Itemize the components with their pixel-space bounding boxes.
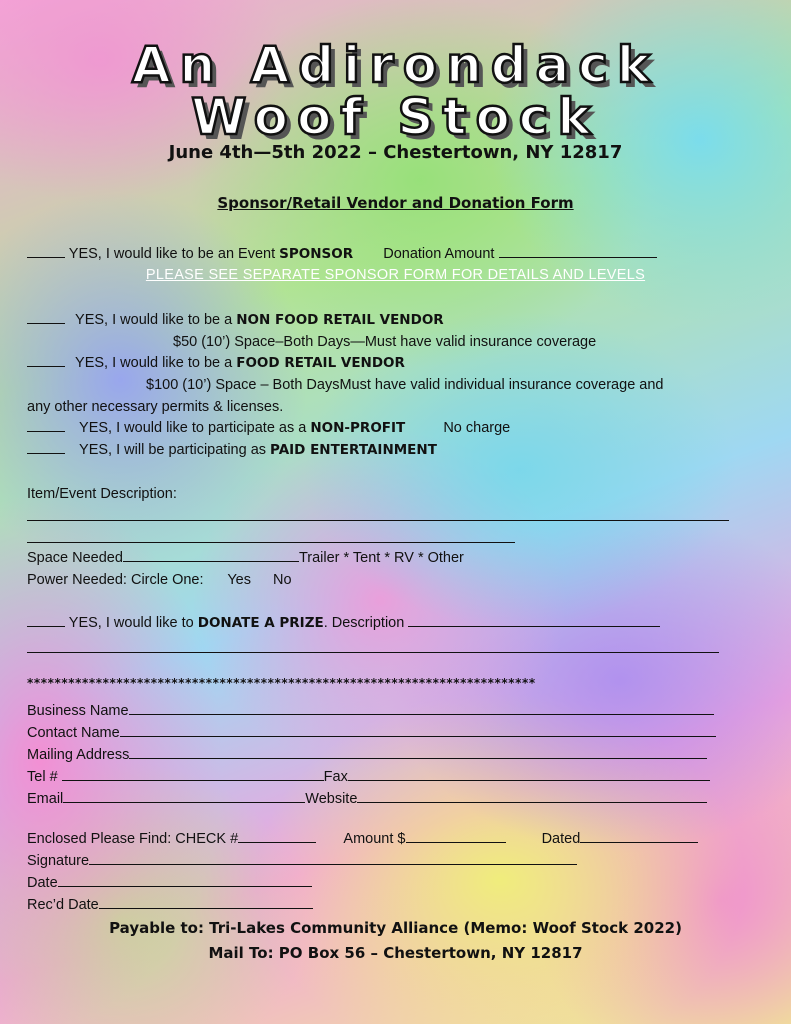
business-name-field[interactable] <box>129 702 714 715</box>
mail-to: Mail To: PO Box 56 – Chestertown, NY 12817 <box>208 944 583 962</box>
received-date-field[interactable] <box>99 896 313 909</box>
email-website-row: Email Website <box>27 790 707 808</box>
signature-field[interactable] <box>89 852 577 865</box>
prize-keyword: DONATE A PRIZE <box>197 615 324 631</box>
power-needed-row: Power Needed: Circle One: Yes No <box>27 572 292 588</box>
check-number-field[interactable] <box>238 830 316 843</box>
website-field[interactable] <box>357 790 707 803</box>
contact-name-field[interactable] <box>120 724 716 737</box>
sponsor-keyword: SPONSOR <box>279 246 354 262</box>
fax-field[interactable] <box>348 768 710 781</box>
donate-prize-option: YES, I would like to DONATE A PRIZE. Description <box>27 614 660 632</box>
non-food-check-blank[interactable] <box>27 311 65 324</box>
payable-to: Payable to: Tri-Lakes Community Alliance (Memo: Woof Stock 2022) <box>109 919 682 937</box>
payment-row: Enclosed Please Find: CHECK # Amount $ Dated <box>27 830 698 848</box>
description-line-1[interactable] <box>27 520 729 521</box>
email-field[interactable] <box>63 790 305 803</box>
space-needed-field[interactable] <box>123 549 299 562</box>
prize-check-blank[interactable] <box>27 614 65 627</box>
power-no-option[interactable]: No <box>273 572 292 588</box>
description-line-2[interactable] <box>27 542 515 543</box>
no-charge-label: No charge <box>443 420 511 436</box>
donation-amount-label: Donation Amount <box>383 246 495 262</box>
sponsor-form-note: PLEASE SEE SEPARATE SPONSOR FORM FOR DETAILS AND LEVELS <box>145 267 646 283</box>
amount-field[interactable] <box>406 830 506 843</box>
food-keyword: FOOD RETAIL VENDOR <box>236 355 405 371</box>
mailing-address-row: Mailing Address <box>27 746 707 764</box>
entertainment-check-blank[interactable] <box>27 441 65 454</box>
power-yes-option[interactable]: Yes <box>227 572 251 588</box>
form-title: Sponsor/Retail Vendor and Donation Form <box>217 194 574 212</box>
space-needed-row: Space Needed Trailer * Tent * RV * Other <box>27 550 464 566</box>
entertainment-option: YES, I will be participating as PAID ENTERTAINMENT <box>27 441 437 459</box>
donation-amount-field[interactable] <box>499 245 657 258</box>
date-field[interactable] <box>58 874 312 887</box>
prize-description-line-2[interactable] <box>27 652 719 653</box>
non-food-detail: $50 (10’) Space–Both Days—Must have valid insurance coverage <box>173 334 597 350</box>
tel-field[interactable] <box>62 768 324 781</box>
non-profit-option: YES, I would like to participate as a NON-PROFIT No charge <box>27 419 510 437</box>
non-food-keyword: NON FOOD RETAIL VENDOR <box>236 312 444 328</box>
food-vendor-option: YES, I would like to be a FOOD RETAIL VENDOR <box>27 354 405 372</box>
signature-row: Signature <box>27 852 577 870</box>
non-profit-check-blank[interactable] <box>27 419 65 432</box>
food-detail: $100 (10’) Space – Both DaysMust have valid individual insurance coverage and <box>146 377 664 393</box>
sponsor-check-blank[interactable] <box>27 245 65 258</box>
contact-name-row: Contact Name <box>27 724 716 742</box>
event-date-location: June 4th—5th 2022 – Chestertown, NY 12817 <box>168 142 623 163</box>
entertainment-keyword: PAID ENTERTAINMENT <box>270 442 437 458</box>
tel-fax-row: Tel # Fax <box>27 768 710 786</box>
business-name-row: Business Name <box>27 702 714 720</box>
food-detail-continued: any other necessary permits & licenses. <box>27 399 284 415</box>
mailing-address-field[interactable] <box>129 746 707 759</box>
event-title-line2: Woof Stock <box>191 88 600 146</box>
received-date-row: Rec’d Date <box>27 896 313 914</box>
section-separator: ************************************************************************** <box>27 676 536 690</box>
non-profit-keyword: NON-PROFIT <box>310 420 406 436</box>
prize-description-field[interactable] <box>408 614 660 627</box>
sponsor-option: YES, I would like to be an Event SPONSOR Donation Amount <box>27 245 657 263</box>
description-label: Item/Event Description: <box>27 486 177 502</box>
food-check-blank[interactable] <box>27 354 65 367</box>
dated-field[interactable] <box>580 830 698 843</box>
event-title-line1: An Adirondack <box>131 36 660 94</box>
non-food-vendor-option: YES, I would like to be a NON FOOD RETAIL VENDOR <box>27 311 444 329</box>
date-row: Date <box>27 874 312 892</box>
space-options: Trailer * Tent * RV * Other <box>298 550 464 566</box>
